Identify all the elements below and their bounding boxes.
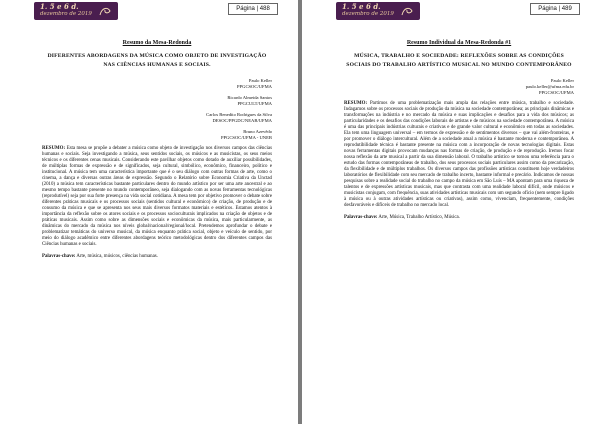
keywords-line [42,254,272,260]
author-block [42,129,272,141]
section-title: Resumo Individual da Mesa-Redonda #1 [406,40,512,46]
author-block [42,112,272,124]
page-number: Página | 489 [530,3,580,15]
abstract-text: Partimos de uma problematização mais ampla das relações entre música, trabalho e sociedade. Indagamos sobre os processos sociais de produção da música na sociedade contemporânea; as principais dinâmicas e transformações na indústria e no mercado da música e suas implicações e desafios para a vida dos músicos; as particularidades e os desafios das condições laborais de artistas e de músicos na sociedade contemporânea. A música é uma das principais indústrias culturais e criativas e de grande valor cultural e econômico em todas as sociedades. Ela tem uma linguagem universal – em termos de expressão e de sentimentos diversos – que vai além-fronteiras, e por promover o diálogo intercultural. Além de a sociedade atual a música é bastante moderna e contemporânea. A reprodutibilidade técnica é bastante presente na música com a incorporação de novas tecnologias digitais. Estas novas ferramentas digitais provocam mudanças nas formas de criação, de produção e de reprodução. Iremos focar nossa reflexão da arte musical a partir da sua dimensão laboral. O trabalho artístico se tornou uma referência para o estudo das formas contemporâneas de trabalho, dos seus processos sociais particulares assim como da precarização, da flexibilidade e de múltiplos trabalhos. Os diversos campos das profissões artísticas constituem hoje verdadeiros laboratórios de flexibilidade com seu mercado de trabalho incerto, bastante informal e precário. Indicamos de nossas pesquisas sobre a realidade social do trabalho no campo da música em São Luís – MA apontam para uma riqueza de talentos e de expressões artísticas musicais, mas que contrasta com uma realidade laboral difícil, onde músicos e musicistas conjugam, com frequência, suas atividades artísticas musicais com um segundo ofício (nem sempre ligado à música ou à outras atividades artísticas ou criativas), assim como, vivenciam, frequentemente, condições desfavoráveis e difíceis de trabalho no mercado local. [344,101,574,208]
author-affiliation: PPGCULT/UFMA [237,101,272,106]
banner-month-line: dezembro de 2019 [40,11,92,17]
author-affiliation: DESOC/PPGDC/NEAB/UFMA [212,118,272,123]
abstract-label: RESUMO: [344,101,368,106]
banner-date-line: 1. 5 e 6 d. [342,2,381,11]
document-page-right [302,0,600,424]
abstract-paragraph [42,146,272,248]
keywords-text: Arte, Música, Trabalho Artístico, Música. [378,215,460,220]
author-name: Bruno Azevêdo [243,129,272,134]
author-affiliation: PPGCSOC/UFMA [237,84,272,89]
banner-month-line: dezembro de 2019 [342,11,394,17]
keywords-line [344,215,574,221]
page-number: Página | 488 [228,3,278,15]
author-name: Paulo Keller [248,78,272,83]
paper-title: MÚSICA, TRABALHO E SOCIEDADE: REFLEXÕES SOBRE AS CONDIÇÕES SOCIAIS DO TRABALHO ARTÍSTICO MUSICAL NO MUNDO CONTEMPORÂNEO [346,53,572,68]
document-page-left [0,0,298,424]
author-affiliation: PPGCSOC/UFMA - UNEB [220,135,272,140]
page-content [344,40,574,221]
abstract-paragraph [344,101,574,209]
event-banner [336,2,420,20]
keywords-label: Palavras-chave: [42,254,76,259]
author-affiliation: PPGCSOC/UFMA [539,90,574,95]
author-email: paulo.keller@ufma.edu.br [525,84,574,89]
author-block [42,95,272,107]
keywords-text: Arte, música, músicos, ciências humanas. [76,254,158,259]
paper-title: DIFERENTES ABORDAGENS DA MÚSICA COMO OBJETO DE INVESTIGAÇÃO NAS CIÊNCIAS HUMANAS E SOCIAIS. [47,53,267,68]
author-name: Ricardo Almeida Santos [227,95,272,100]
section-title: Resumo da Mesa-Redonda [122,40,192,46]
swirl-ornament-icon [98,5,112,17]
author-name: Paulo Keller [550,78,574,83]
author-block [42,78,272,90]
swirl-ornament-icon [400,5,414,17]
abstract-label: RESUMO: [42,146,66,151]
author-name: Carlos Benedito Rodrigues da Silva [206,112,272,117]
abstract-text: Esta mesa se propõe a debater a música como objeto de investigação nos diversos campos das ciências humanas e sociais. Seja investigando a música, seus sentidos sociais, os músicos e as musicistas, os seus meios técnicos e os diferentes cenas musicais. Considerando este pavilhar objetos como dotado de auxiliar possibilidades, de múltiplas formas de expressão e de significados, seja cultural, simbólico, econômico, financeiro, político e institucional. A música tem uma característica importante que é o seu diálogo com outras formas de arte, como o cinema, a dança e diversas outras áreas de expressão. Segundo o Relatório sobre Economia Criativa da Unctad (2010) a música tem características bastante particulares dentro do mundo artístico por ser uma arte ancestral e ao mesmo tempo bastante presente no mundo contemporâneo, seja dialogando com as novas ferramentas tecnológicas (reprodutível) seja por sua forte presença na vida social cotidiana. A mesa tem por objetivo promover o debate sobre diferentes práticas musicais e os processos sociais (sentidos cultural e econômico) de criação, de produção e de consumo da música e que se apresenta nos seus mais diversos formatos materiais e estéticos. Estamos atentos à importância da reflexão sobre os atores sociais e os processos socioculturais implicados na criação de objetos e de práticas musicais. Assim como sobre as dimensões sociais e econômicas da música, mais particularmente, as dinâmicas do mercado da música nos níveis global/nacional/regional/local. Pretendemos aprofundar o debate e problematizar temáticas do universo musical, da música enquanto prática social, objeto e veículo de sentido, por meio do diálogo acadêmico entre diferentes abordagens teórico metodológicas dentro dos diferentes campos das Ciências humanas e sociais. [42,146,272,247]
event-banner [34,2,118,20]
author-block [344,78,574,96]
banner-date-line: 1. 5 e 6 d. [40,2,79,11]
keywords-label: Palavras-chave: [344,215,378,220]
page-content [42,40,272,260]
